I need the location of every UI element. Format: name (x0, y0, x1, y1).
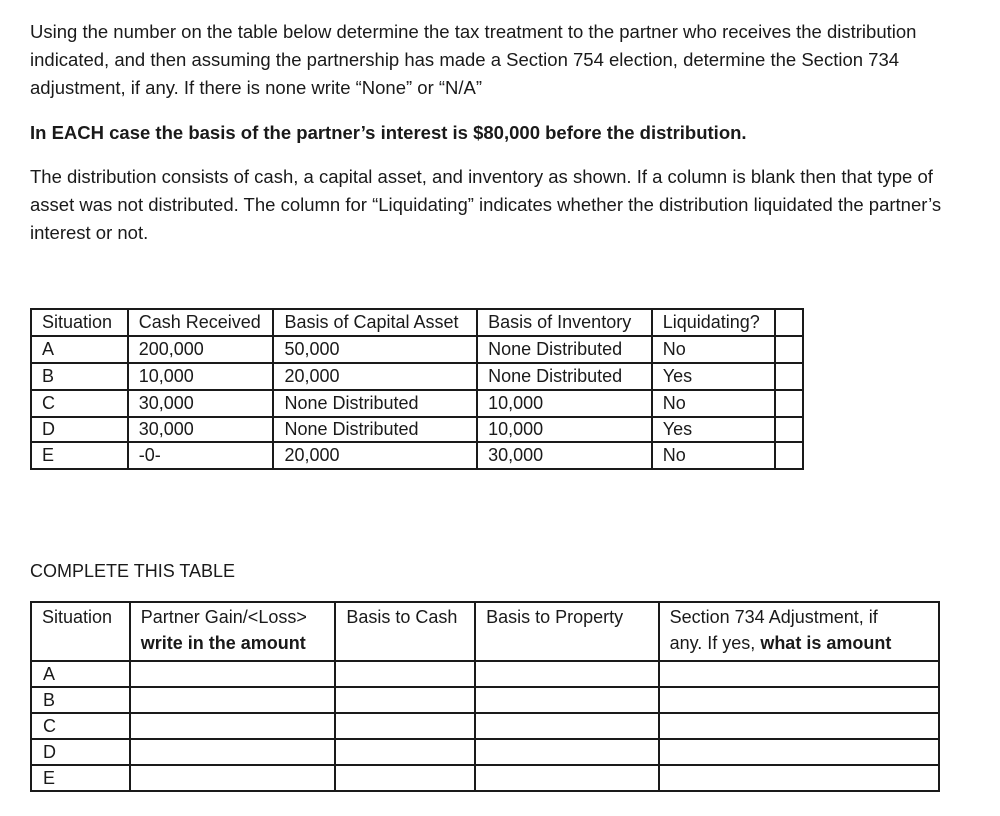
answer-table (30, 601, 940, 792)
cash-cell: 10,000 (128, 363, 274, 390)
basis-cash-answer-cell[interactable] (335, 661, 475, 687)
gain-answer-cell[interactable] (130, 739, 336, 765)
situation-cell: C (31, 713, 130, 739)
situation-cell: C (31, 390, 128, 417)
header-situation (31, 602, 130, 661)
table-row (31, 765, 939, 791)
cash-cell: 30,000 (128, 417, 274, 442)
cash-cell: 200,000 (128, 336, 274, 363)
header-basis-inventory: Basis of Inventory (477, 309, 652, 336)
basis-property-answer-cell[interactable] (475, 713, 659, 739)
situation-cell: D (31, 417, 128, 442)
table-row (31, 390, 803, 417)
capital-asset-cell: 20,000 (273, 363, 477, 390)
distribution-table (30, 308, 804, 470)
table-row (31, 442, 803, 469)
cash-cell: -0- (128, 442, 274, 469)
header-section-734 (659, 602, 939, 661)
cash-cell: 30,000 (128, 390, 274, 417)
header-partner-gain (130, 602, 336, 661)
situation-cell: E (31, 442, 128, 469)
gain-answer-cell[interactable] (130, 765, 336, 791)
basis-cash-answer-cell[interactable] (335, 687, 475, 713)
basis-cash-answer-cell[interactable] (335, 739, 475, 765)
empty-cell (775, 417, 803, 442)
capital-asset-cell: None Distributed (273, 390, 477, 417)
header-basis-to-cash (335, 602, 475, 661)
liquidating-cell: No (652, 390, 776, 417)
empty-cell (775, 363, 803, 390)
table-row (31, 739, 939, 765)
header-basis-to-property-label: Basis to Property (486, 607, 624, 627)
header-liquidating: Liquidating? (652, 309, 776, 336)
gain-answer-cell[interactable] (130, 687, 336, 713)
basis-property-answer-cell[interactable] (475, 687, 659, 713)
table-header-row (31, 602, 939, 661)
inventory-cell: None Distributed (477, 363, 652, 390)
header-basis-to-property (475, 602, 659, 661)
situation-cell: A (31, 336, 128, 363)
section-734-answer-cell[interactable] (659, 739, 939, 765)
section-734-answer-cell[interactable] (659, 687, 939, 713)
instructions-paragraph: Using the number on the table below determine the tax treatment to the partner who receives the distribution indicated, and then assuming the partnership has made a Section 754 election, determine the Section 734 adjustment, if any. If there is none write “None” or “N/A” (30, 21, 917, 98)
basis-property-answer-cell[interactable] (475, 661, 659, 687)
table-row (31, 336, 803, 363)
table-row (31, 363, 803, 390)
table-row (31, 687, 939, 713)
header-adj-line2-plain: any. If yes, (669, 633, 761, 653)
capital-asset-cell: 20,000 (273, 442, 477, 469)
header-basis-capital-asset: Basis of Capital Asset (273, 309, 477, 336)
liquidating-cell: No (652, 442, 776, 469)
header-adj-line2-bold: what is amount (760, 633, 892, 653)
liquidating-cell: No (652, 336, 776, 363)
basis-cash-answer-cell[interactable] (335, 713, 475, 739)
header-adj-line1: Section 734 Adjustment, if (669, 607, 878, 627)
empty-cell (775, 336, 803, 363)
basis-property-answer-cell[interactable] (475, 739, 659, 765)
situation-cell: B (31, 363, 128, 390)
empty-cell (775, 390, 803, 417)
section-734-answer-cell[interactable] (659, 713, 939, 739)
inventory-cell: None Distributed (477, 336, 652, 363)
inventory-cell: 30,000 (477, 442, 652, 469)
distribution-explanation: The distribution consists of cash, a capital asset, and inventory as shown. If a column is blank then that type of asset was not distributed. The column for “Liquidating” indicates whether the distribution liquidated the partner’s interest or not. (30, 166, 942, 243)
situation-cell: E (31, 765, 130, 791)
empty-cell (775, 309, 803, 336)
situation-cell: D (31, 739, 130, 765)
capital-asset-cell: 50,000 (273, 336, 477, 363)
header-gain-line2: write in the amount (140, 633, 306, 653)
liquidating-cell: Yes (652, 417, 776, 442)
gain-answer-cell[interactable] (130, 713, 336, 739)
header-basis-to-cash-label: Basis to Cash (346, 607, 458, 627)
gain-answer-cell[interactable] (130, 661, 336, 687)
header-gain-line1: Partner Gain/<Loss> (140, 607, 307, 627)
header-adj-line2 (670, 630, 938, 656)
basis-statement: In EACH case the basis of the partner’s interest is $80,000 before the distribution. (30, 122, 747, 143)
header-situation: Situation (31, 309, 128, 336)
section-734-answer-cell[interactable] (659, 661, 939, 687)
inventory-cell: 10,000 (477, 390, 652, 417)
inventory-cell: 10,000 (477, 417, 652, 442)
section-734-answer-cell[interactable] (659, 765, 939, 791)
complete-table-title: COMPLETE THIS TABLE (30, 561, 236, 581)
header-cash-received: Cash Received (128, 309, 274, 336)
situation-cell: B (31, 687, 130, 713)
header-situation-label: Situation (42, 607, 113, 627)
table-row (31, 661, 939, 687)
table-row (31, 417, 803, 442)
capital-asset-cell: None Distributed (273, 417, 477, 442)
situation-cell: A (31, 661, 130, 687)
basis-cash-answer-cell[interactable] (335, 765, 475, 791)
table-header-row (31, 309, 803, 336)
basis-property-answer-cell[interactable] (475, 765, 659, 791)
empty-cell (775, 442, 803, 469)
table-row (31, 713, 939, 739)
liquidating-cell: Yes (652, 363, 776, 390)
